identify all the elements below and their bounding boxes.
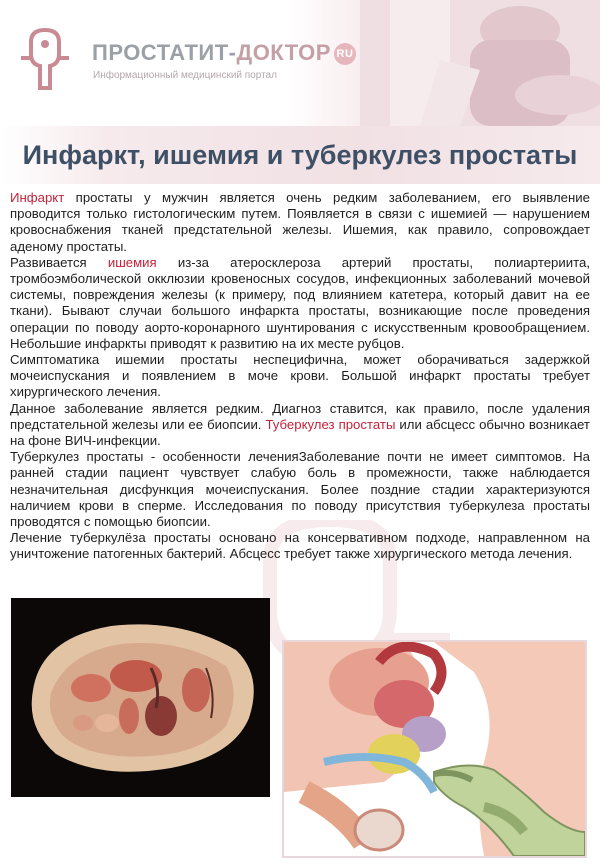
term-ischemia: ишемия	[107, 254, 157, 270]
paragraph	[10, 401, 590, 450]
site-tagline: Информационный медицинский портал	[93, 70, 277, 81]
paragraph-text: простаты у мужчин является очень редким заболеванием, его выявление проводится только гистологическим путем. Появляется в связи с ишемией — нарушением кровоснабжения тканей предстательной железы. Ишемия, как правило, сопровождает аденому простаты.	[10, 190, 590, 254]
header-photo	[360, 0, 600, 126]
paragraph: Лечение туберкулёза простаты основано на консервативном подходе, направленном на уничтожение патогенных бактерий. Абсцесс требует также хирургического метода лечения.	[10, 530, 590, 562]
paragraph-text: Данное заболевание является редким. Диагноз ставится, как правило, после удаления предстательной железы или ее биопсии.	[10, 400, 590, 432]
prostate-section-photo	[11, 598, 270, 797]
term-infarct: Инфаркт	[10, 190, 65, 205]
site-header	[0, 0, 600, 126]
anatomy-illustration	[282, 640, 587, 858]
paragraph-text: Развивается	[10, 254, 108, 270]
logo-icon	[19, 24, 71, 92]
paragraph-text: или абсцесс обычно возникает на фоне ВИЧ-инфекции.	[10, 416, 590, 449]
paragraph	[10, 255, 590, 352]
brand-accent: ДОКТОР	[236, 40, 331, 65]
brand-main: ПРОСТАТИТ-	[92, 40, 237, 65]
anatomy-illustration-image	[284, 642, 585, 856]
term-tuberculosis: Туберкулез простаты	[265, 416, 396, 432]
paragraph: Симптоматика ишемии простаты неспецифична, может оборачиваться задержкой мочеиспускания и появлением в моче крови. Большой инфаркт простаты требует хирургического лечения.	[10, 352, 590, 400]
prostate-section-image	[11, 598, 270, 797]
article-title: Инфаркт, ишемия и туберкулез простаты	[22, 140, 578, 170]
brand-name	[92, 40, 356, 66]
paragraph-text: из-за атеросклероза артерий простаты, полиартериита, тромбоэмболической окклюзии кровеносных сосудов, инфекционных заболеваний мочевой системы, повреждения железы (к примеру, под влиянием катетера, который давит на ее ткани). Бывают случаи большого инфаркта простаты, возникающие после проведения операции по поводу аорто-коронарного шунтирования с искусственным кровообращением. Небольшие инфаркты приводят к развитию на их месте рубцов.	[10, 254, 590, 351]
article-body	[10, 190, 590, 563]
paragraph: Туберкулез простаты - особенности леченияЗаболевание почти не имеет симптомов. На ранней стадии пациент чувствует слабую боль в промежности, также наблюдается незначительная дисфункция мочеиспускания. Более поздние стадии характеризуются наличием крови в сперме. Исследования по поводу присутствия туберкулеза простаты проводятся с помощью биопсии.	[10, 449, 590, 530]
brand-ru-badge: RU	[334, 43, 356, 65]
paragraph	[10, 190, 590, 255]
